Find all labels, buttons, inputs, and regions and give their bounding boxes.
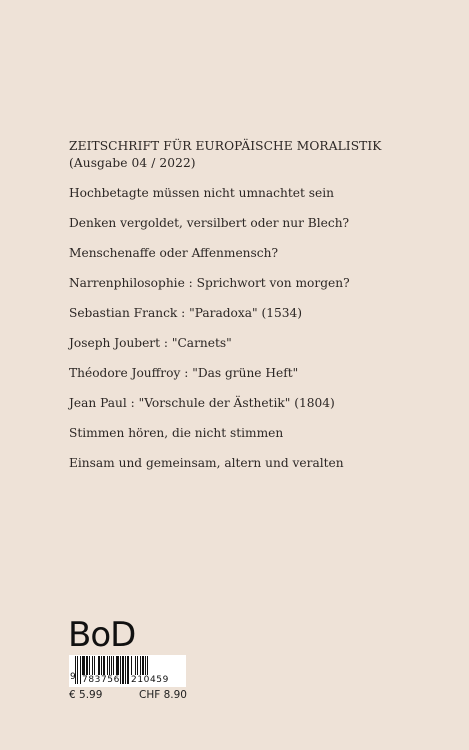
- isbn-right-group: 210459: [131, 675, 169, 685]
- journal-title: ZEITSCHRIFT FÜR EUROPÄISCHE MORALISTIK: [69, 139, 382, 153]
- contents-item: Théodore Jouffroy : "Das grüne Heft": [69, 366, 299, 380]
- price-row: [69, 689, 187, 701]
- contents-item: Sebastian Franck : "Paradoxa" (1534): [69, 306, 303, 320]
- barcode-bar: [125, 656, 126, 684]
- contents-item: Narrenphilosophie : Sprichwort von morgen?: [69, 276, 350, 290]
- contents-item: Jean Paul : "Vorschule der Ästhetik" (1804): [69, 396, 335, 410]
- contents-item: Hochbetagte müssen nicht umnachtet sein: [69, 186, 334, 200]
- back-cover-text: [69, 138, 439, 485]
- barcode-bar: [77, 656, 78, 684]
- isbn-lead-digit: 9: [70, 672, 76, 682]
- contents-list: [69, 185, 439, 485]
- contents-item: Joseph Joubert : "Carnets": [69, 336, 232, 350]
- contents-item: Einsam und gemeinsam, altern und veralten: [69, 456, 344, 470]
- isbn-left-group: 783756: [82, 675, 120, 685]
- barcode-bar: [120, 656, 121, 684]
- contents-item: Denken vergoldet, versilbert oder nur Blech?: [69, 216, 350, 230]
- contents-item: Menschenaffe oder Affenmensch?: [69, 246, 278, 260]
- barcode-bar: [122, 656, 124, 684]
- price-eur: € 5.99: [69, 689, 103, 701]
- journal-issue: (Ausgabe 04 / 2022): [69, 156, 196, 170]
- isbn-barcode: [69, 655, 186, 687]
- publisher-logo: BoD: [68, 615, 136, 655]
- price-chf: CHF 8.90: [139, 689, 187, 701]
- barcode-bar: [127, 656, 129, 684]
- barcode-bar: [80, 656, 81, 684]
- contents-item: Stimmen hören, die nicht stimmen: [69, 426, 284, 440]
